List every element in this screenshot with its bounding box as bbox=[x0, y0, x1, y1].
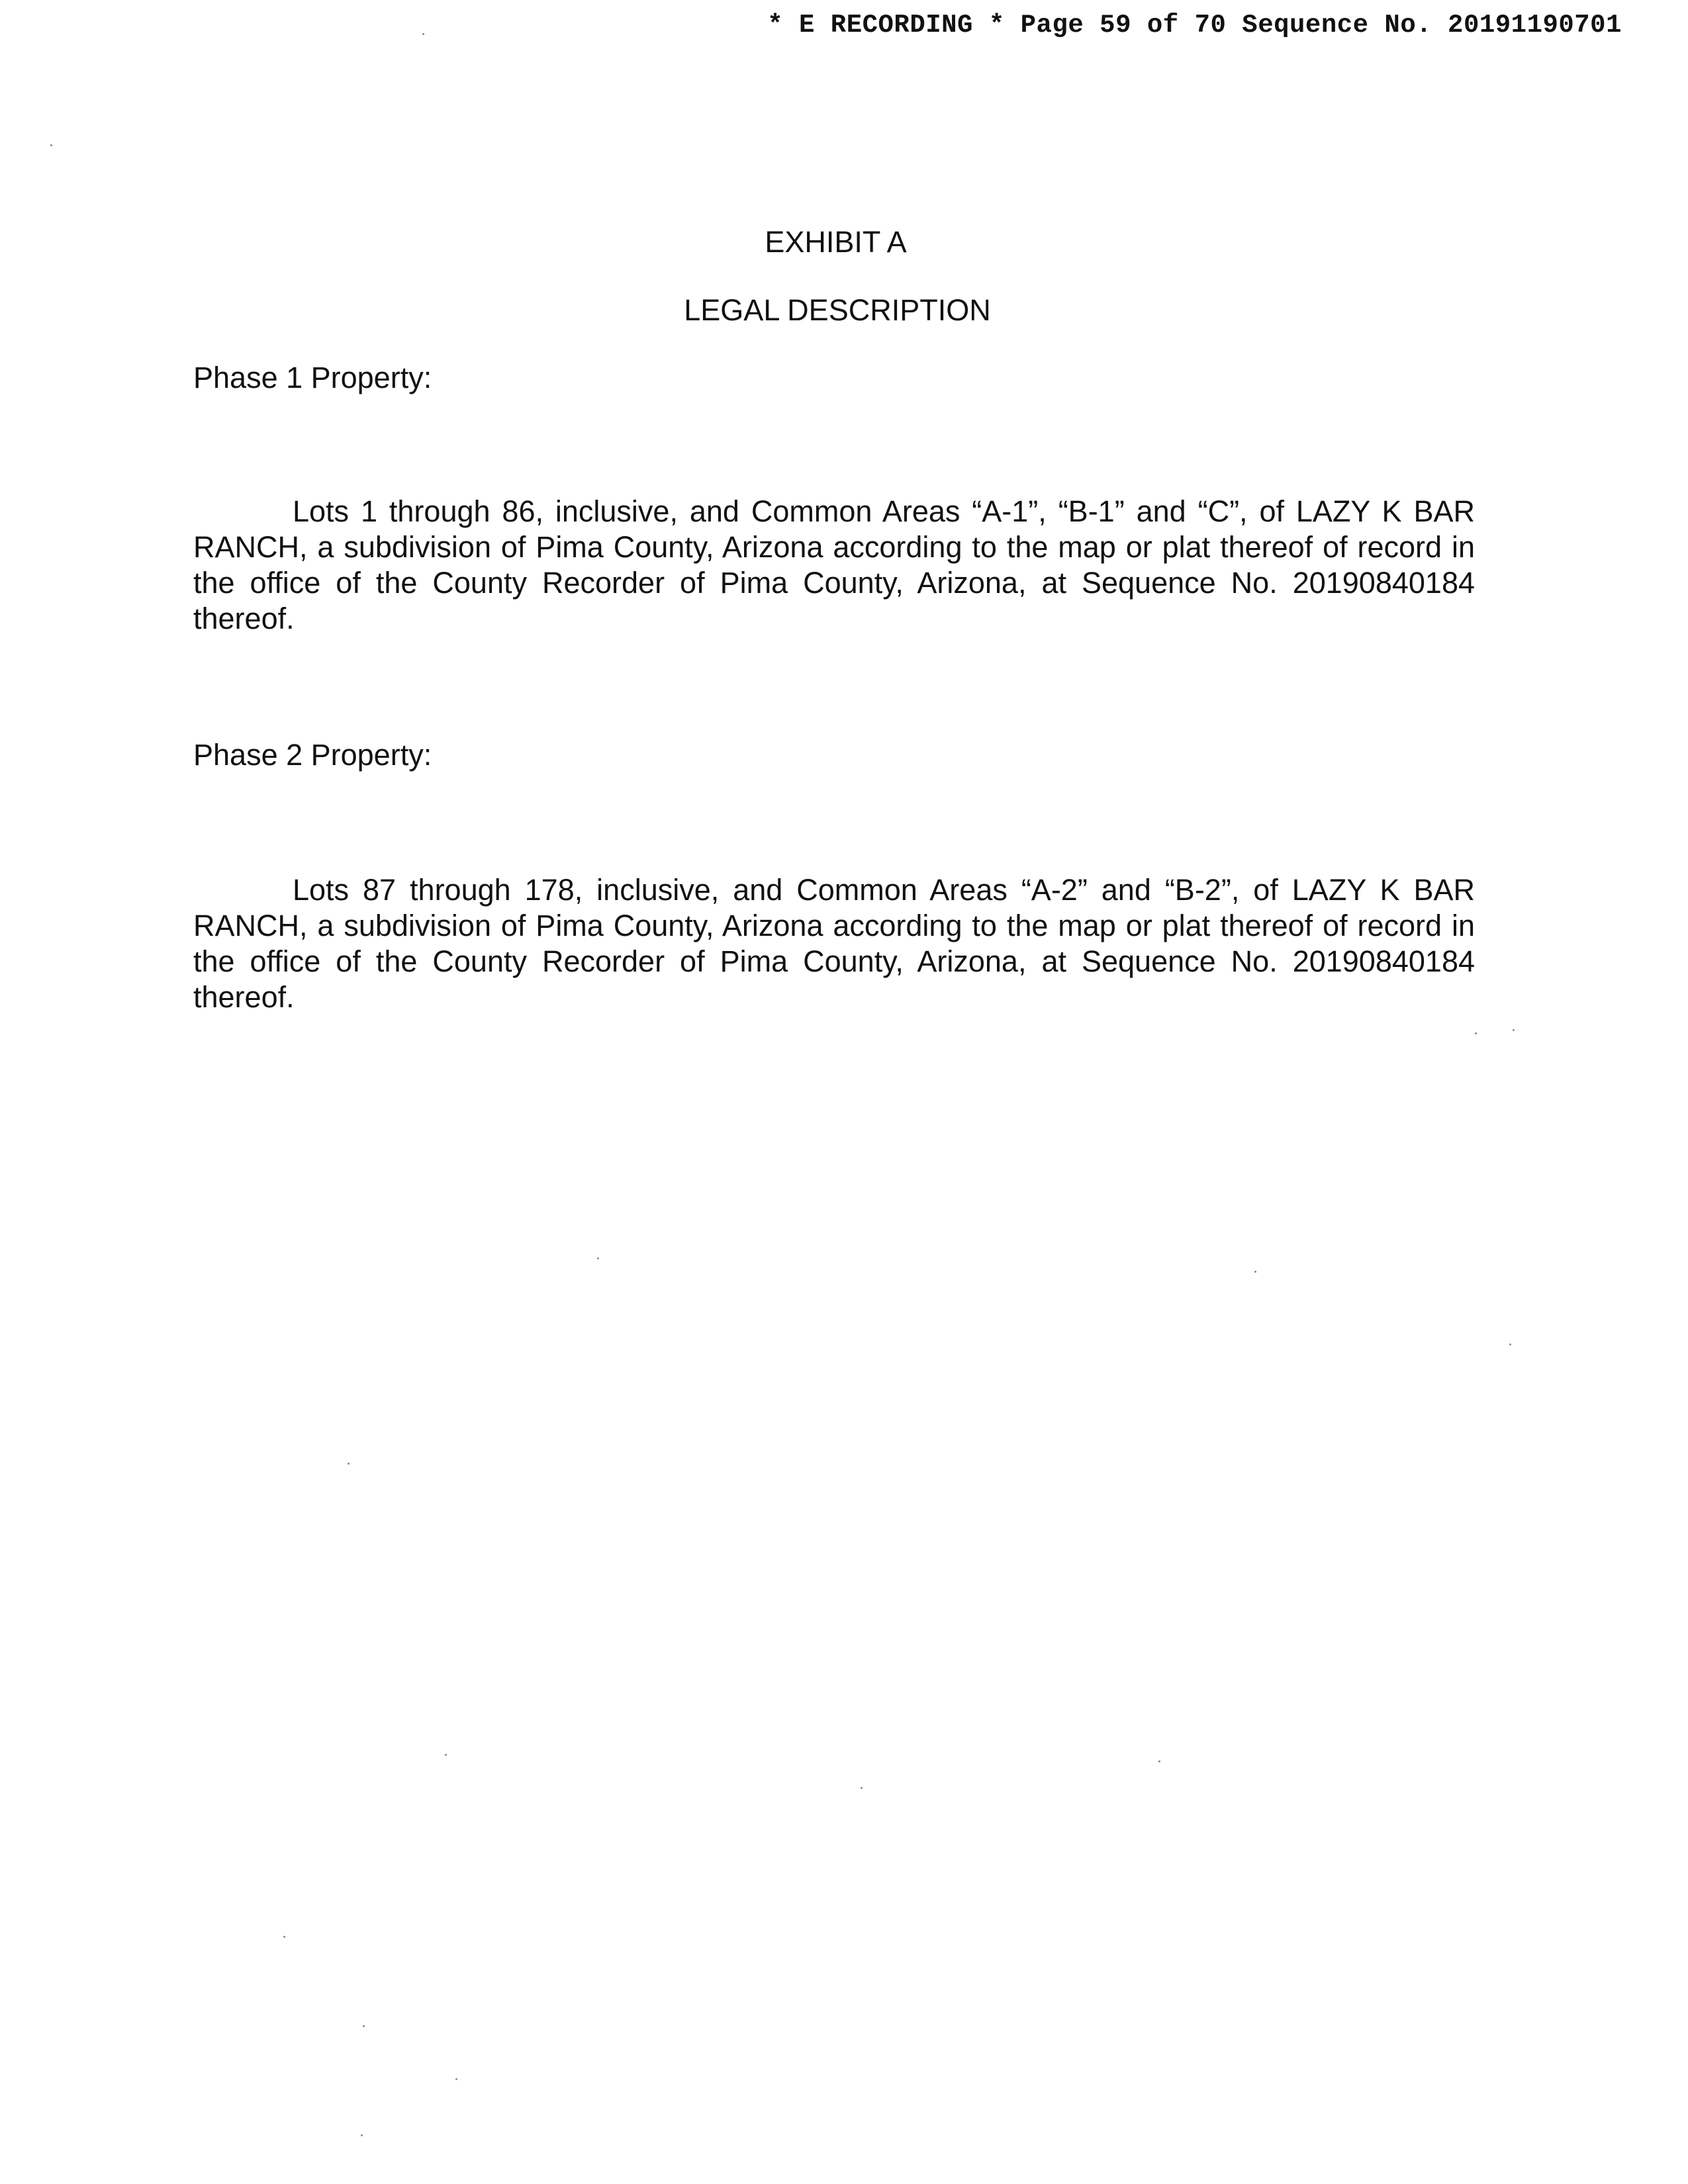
scan-speck bbox=[363, 2025, 365, 2027]
scan-speck bbox=[445, 1754, 447, 1756]
scan-speck bbox=[1513, 1029, 1515, 1031]
phase-2-label: Phase 2 Property: bbox=[193, 738, 432, 772]
scan-speck bbox=[455, 2078, 457, 2080]
scan-speck bbox=[422, 33, 424, 35]
phase-2-description: Lots 87 through 178, inclusive, and Common Areas “A-2” and “B-2”, of LAZY K BAR RANCH, a subdivision of Pima County, Arizona according to the map or plat thereof of record in the office of the County Recorder of Pima County, Arizona, at Sequence No. 20190840184 thereof. bbox=[193, 873, 1475, 1014]
recording-header: * E RECORDING * Page 59 of 70 Sequence No. 20191190701 bbox=[767, 11, 1622, 40]
scan-speck bbox=[1158, 1760, 1160, 1762]
scan-speck bbox=[597, 1257, 599, 1259]
exhibit-title: EXHIBIT A bbox=[765, 225, 907, 259]
scan-speck bbox=[361, 2134, 363, 2136]
phase-1-label: Phase 1 Property: bbox=[193, 361, 432, 394]
section-title: LEGAL DESCRIPTION bbox=[684, 293, 991, 327]
scan-speck bbox=[50, 144, 52, 146]
scan-speck bbox=[1509, 1343, 1511, 1345]
scan-speck bbox=[861, 1787, 863, 1789]
scan-speck bbox=[1475, 1032, 1477, 1034]
phase-1-description: Lots 1 through 86, inclusive, and Common Areas “A-1”, “B-1” and “C”, of LAZY K BAR RANCH, a subdivision of Pima County, Arizona according to the map or plat thereof of record in the office of the County Recorder of Pima County, Arizona, at Sequence No. 20190840184 thereof. bbox=[193, 494, 1475, 635]
scan-speck bbox=[1254, 1271, 1256, 1273]
scan-speck bbox=[283, 1936, 285, 1938]
scan-speck bbox=[348, 1463, 350, 1465]
